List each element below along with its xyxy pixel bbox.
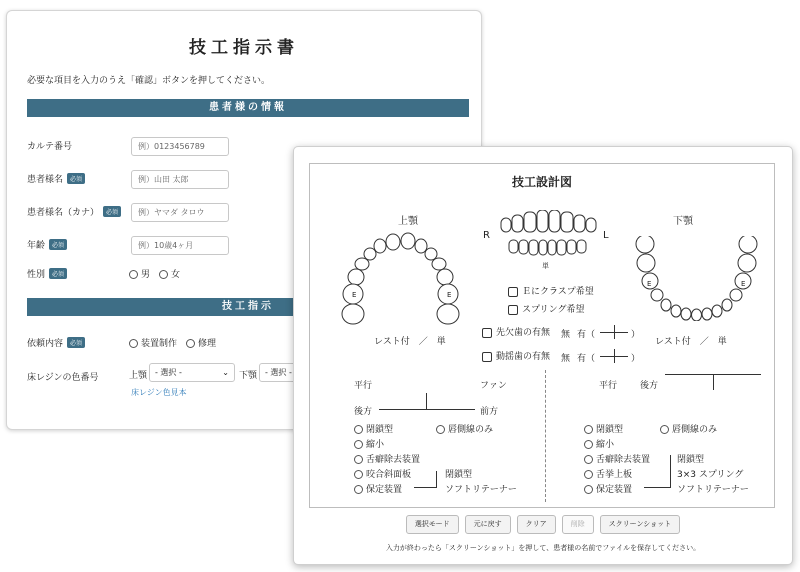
required-badge: 必須 (67, 337, 85, 348)
lower-sub-3x3-spring[interactable]: 3×3 スプリング (677, 470, 744, 480)
upper-sub-closed[interactable]: 閉鎖型 (445, 470, 473, 480)
patient-name-input[interactable]: 例）山田 太郎 (131, 170, 229, 189)
required-badge: 必須 (49, 268, 67, 279)
drawing-canvas[interactable] (309, 163, 775, 508)
missing-none-option[interactable]: 無 (561, 330, 571, 340)
front-teeth-view[interactable] (495, 210, 600, 260)
upper-fan-label: ファン (480, 381, 507, 391)
delete-button[interactable]: 削除 (562, 515, 594, 534)
sex-radio-group (129, 267, 180, 280)
required-badge: 必須 (103, 206, 121, 217)
chevron-down-icon: ⌄ (222, 368, 229, 377)
lower-rest-label: レスト付 ／ 単 (655, 337, 727, 347)
request-radio-group (129, 336, 216, 349)
patient-name-label: 患者様名 必須 (27, 172, 85, 185)
lower-option-closed[interactable]: 閉鎖型 (584, 422, 623, 435)
lower-back-label: 後方 (640, 381, 659, 391)
design-diagram-window (293, 146, 793, 565)
resin-color-label: 床レジンの色番号 (27, 373, 99, 383)
undo-button[interactable]: 元に戻す (465, 515, 511, 534)
form-instruction: 必要な項目を入力のうえ「確認」ボタンを押してください。 (27, 76, 271, 86)
upper-front-label: 前方 (480, 407, 499, 417)
upper-option-retainer[interactable]: 保定装置 (354, 482, 402, 495)
mobile-close-paren: ） (631, 354, 641, 364)
chart-number-input[interactable]: 例）0123456789 (131, 137, 229, 156)
chart-number-label: カルテ番号 (27, 142, 73, 152)
request-label: 依頼内容 必須 (27, 336, 85, 349)
drawing-toolbar (294, 515, 792, 534)
required-badge: 必須 (67, 173, 85, 184)
lower-parallel-label: 平行 (599, 381, 618, 391)
diagram-title: 技工設計図 (511, 175, 572, 189)
tooth-e-marker: E (447, 291, 452, 299)
upper-sub-soft-retainer[interactable]: ソフトリテーナー (445, 485, 517, 495)
right-marker: R (483, 230, 490, 241)
mobile-none-option[interactable]: 無 (561, 354, 571, 364)
lower-option-tongue-lift[interactable]: 舌挙上板 (584, 467, 632, 480)
sex-radio-male[interactable]: 男 (129, 267, 150, 280)
spring-checkbox[interactable]: スプリング希望 (508, 302, 584, 315)
section-patient-info: 患者様の情報 (27, 99, 469, 117)
missing-yes-option[interactable]: 有（ (577, 330, 596, 340)
lower-option-tongue-habit[interactable]: 舌癖除去装置 (584, 452, 650, 465)
lower-jaw-label: 下顎 (673, 216, 693, 227)
upper-jaw-label: 上顎 (398, 216, 418, 227)
upper-option-labial-wire[interactable]: 唇側線のみ (436, 422, 493, 435)
mobile-yes-option[interactable]: 有（ (577, 354, 596, 364)
missing-close-paren: ） (631, 330, 641, 340)
mobile-teeth-checkbox[interactable]: 動揺歯の有無 (482, 349, 550, 362)
lower-sub-soft-retainer[interactable]: ソフトリテーナー (677, 485, 749, 495)
upper-arch-teeth[interactable] (340, 232, 475, 332)
upper-back-label: 後方 (354, 407, 373, 417)
upper-jaw-select-label: 上顎 (129, 371, 148, 381)
age-input[interactable]: 例）10歳4ヶ月 (131, 236, 229, 255)
lower-option-shrink[interactable]: 縮小 (584, 437, 614, 450)
patient-kana-label: 患者様名（カナ） 必須 (27, 205, 121, 218)
select-mode-button[interactable]: 選択モード (406, 515, 459, 534)
tooth-e-marker: E (741, 280, 746, 288)
section-technical-instruction: 技工指示 (27, 298, 469, 316)
single-marker: 単 (542, 262, 549, 270)
request-radio-production[interactable]: 装置制作 (129, 336, 177, 349)
e-clasp-checkbox[interactable]: Ｅにクラスプ希望 (508, 284, 594, 297)
lower-arch-teeth[interactable] (635, 236, 760, 321)
required-badge: 必須 (49, 239, 67, 250)
sex-radio-female[interactable]: 女 (159, 267, 180, 280)
upper-option-shrink[interactable]: 縮小 (354, 437, 384, 450)
tooth-e-marker: E (647, 280, 652, 288)
sex-label: 性別 必須 (27, 267, 67, 280)
age-label: 年齢 必須 (27, 238, 67, 251)
upper-rest-label: レスト付 ／ 単 (374, 337, 446, 347)
upper-option-bite-plate[interactable]: 咬合斜面板 (354, 467, 411, 480)
lower-option-retainer[interactable]: 保定装置 (584, 482, 632, 495)
form-title: 技工指示書 (189, 38, 299, 58)
upper-parallel-label: 平行 (354, 381, 373, 391)
lower-sub-closed[interactable]: 閉鎖型 (677, 455, 705, 465)
tooth-e-marker: E (352, 291, 357, 299)
resin-color-sample-link[interactable]: 床レジン色見本 (131, 388, 187, 397)
missing-teeth-checkbox[interactable]: 先欠歯の有無 (482, 325, 550, 338)
left-marker: L (603, 230, 609, 241)
screenshot-button[interactable]: スクリーンショット (600, 515, 681, 534)
diagram-footer-note: 入力が終わったら「スクリーンショット」を押して、患者様の名前でファイルを保存してください。 (385, 544, 701, 552)
patient-kana-input[interactable]: 例）ヤマダ タロウ (131, 203, 229, 222)
upper-resin-select[interactable]: - 選択 - ⌄ (149, 363, 235, 382)
upper-option-closed[interactable]: 閉鎖型 (354, 422, 393, 435)
lower-jaw-select-label: 下顎 (239, 371, 258, 381)
request-radio-repair[interactable]: 修理 (186, 336, 216, 349)
lower-resin-select[interactable]: - 選択 - (259, 363, 345, 382)
clear-button[interactable]: クリア (517, 515, 556, 534)
lower-option-labial-wire[interactable]: 唇側線のみ (660, 422, 717, 435)
upper-option-tongue-habit[interactable]: 舌癖除去装置 (354, 452, 420, 465)
